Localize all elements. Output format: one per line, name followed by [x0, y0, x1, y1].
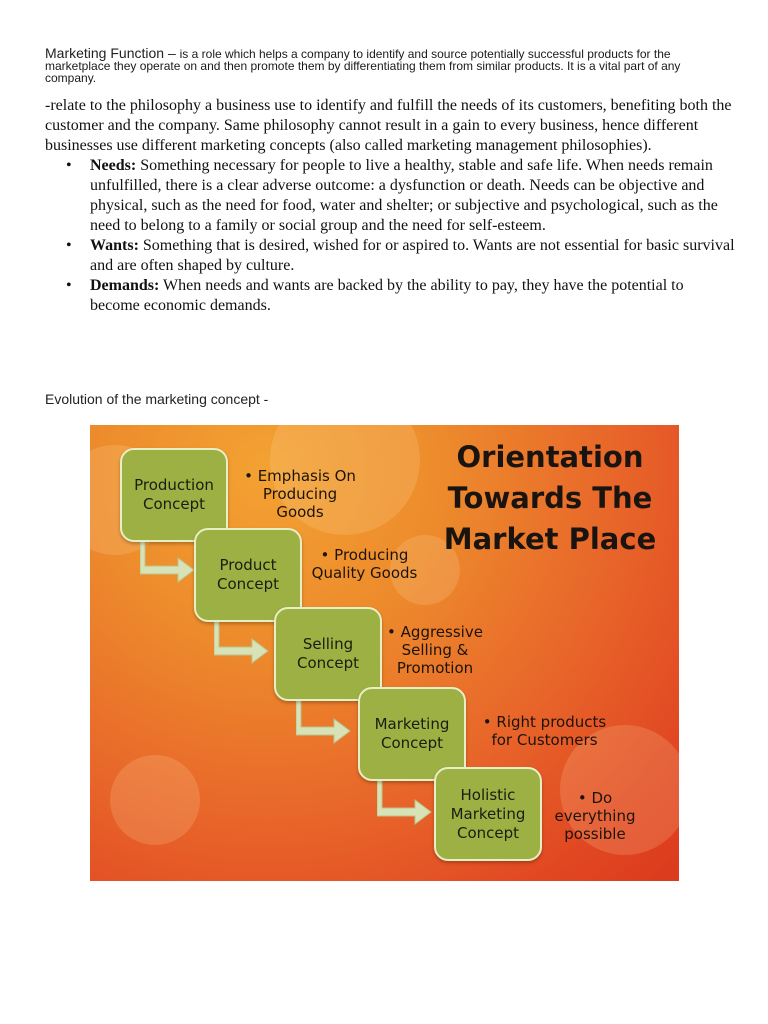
- arrow-icon: [296, 699, 356, 744]
- bullet-dot: •: [66, 237, 72, 254]
- slide-title: Orientation Towards The Market Place: [443, 440, 657, 556]
- list-item-demands: [45, 276, 735, 316]
- bullet-dot: •: [66, 277, 72, 294]
- bullet-dot: •: [66, 157, 72, 174]
- intro-dash: –: [164, 45, 180, 61]
- evolution-heading: Evolution of the marketing concept -: [45, 391, 269, 407]
- list-item-needs: [45, 156, 735, 236]
- bullet-text: Something necessary for people to live a healthy, stable and safe life. When needs remain unfulfilled, there is a clear adverse outcome: a dysfunction or death. Needs can be objective and physical, such as the need for food, water and shelter; or subjective and psychological, such as the need to belong to a family or social group and the need for self-esteem.: [90, 157, 718, 234]
- marketing-concept-box: Marketing Concept: [358, 687, 466, 781]
- arrow-icon: [377, 780, 437, 825]
- arrow-icon: [214, 619, 274, 664]
- holistic-marketing-concept-box: Holistic Marketing Concept: [434, 767, 542, 861]
- concept-list: [45, 156, 735, 316]
- holistic-note: • Do everything possible: [554, 789, 636, 843]
- production-note: • Emphasis On Producing Goods: [244, 467, 356, 521]
- bullet-term: Wants:: [90, 237, 139, 254]
- list-item-wants: [45, 236, 735, 276]
- bullet-term: Needs:: [90, 157, 137, 174]
- philosophy-paragraph: -relate to the philosophy a business use to identify and fulfill the needs of its customers, benefiting both the customer and the company. Same philosophy cannot result in a gain to every business, hence different businesses use different marketing concepts (also called marketing management philosophies).: [45, 97, 732, 154]
- intro-term: Marketing Function: [45, 45, 165, 61]
- bullet-text: Something that is desired, wished for or aspired to. Wants are not essential for basic survival and are often shaped by culture.: [90, 237, 735, 274]
- production-concept-box: Production Concept: [120, 448, 228, 542]
- intro-definition: is a role which helps a company to identify and source potentially successful products for the marketplace they operate on and then promote them by differentiating them from similar products. It is a vital part of any company.: [45, 47, 681, 85]
- arrow-icon: [140, 538, 200, 583]
- intro-paragraph: [45, 47, 725, 84]
- bullet-text: When needs and wants are backed by the ability to pay, they have the potential to become economic demands.: [90, 277, 684, 314]
- orientation-slide: [90, 425, 679, 881]
- body-text: [45, 96, 735, 316]
- background-bubble: [110, 755, 200, 845]
- product-concept-box: Product Concept: [194, 528, 302, 622]
- selling-concept-box: Selling Concept: [274, 607, 382, 701]
- selling-note: • Aggressive Selling & Promotion: [387, 623, 483, 677]
- product-note: • Producing Quality Goods: [311, 546, 418, 582]
- marketing-note: • Right products for Customers: [482, 713, 607, 749]
- bullet-term: Demands:: [90, 277, 160, 294]
